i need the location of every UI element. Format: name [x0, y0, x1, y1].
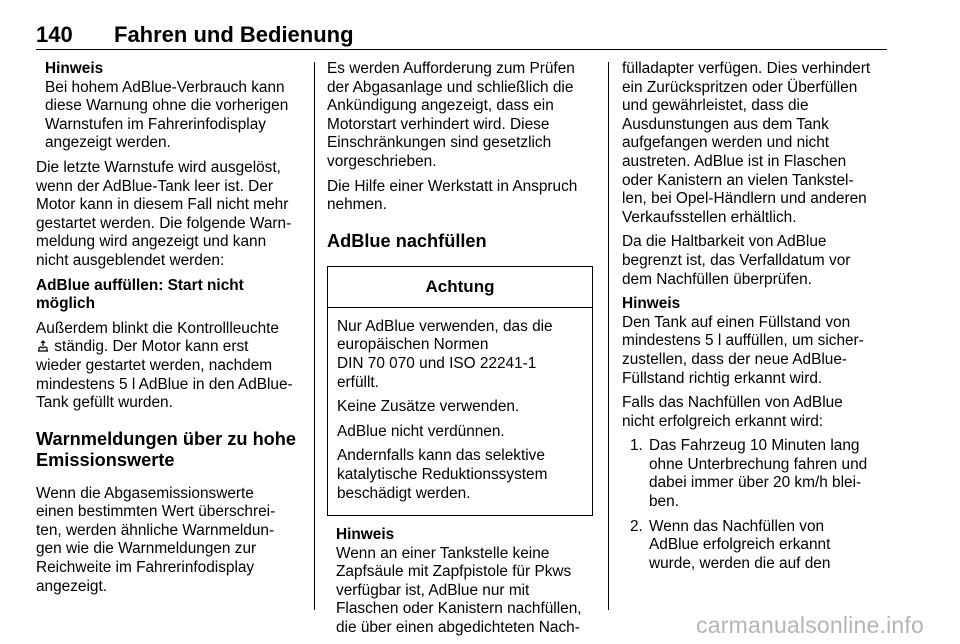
warning-paragraph: Keine Zusätze verwenden.	[337, 398, 520, 416]
note-box	[327, 526, 595, 638]
note-body: Wenn an einer Tankstelle keine Zapfsäule mit Zapfpistole für Pkws verfügbar ist, AdBlue nur mit Flaschen oder Kanistern nachfüllen, die über einen abgedichteten Nach-	[336, 544, 582, 637]
column-3	[622, 60, 890, 579]
paragraph	[36, 320, 304, 413]
note-title: Hinweis	[336, 526, 395, 544]
section-heading: AdBlue nachfüllen	[327, 230, 487, 251]
note-box	[36, 60, 304, 153]
warning-paragraph: Andernfalls kann das selektive katalytische Reduktionssystem beschädigt werden.	[337, 447, 548, 502]
paragraph: Da die Haltbarkeit von AdBlue begrenzt ist, das Verfalldatum vor dem Nachfüllen überprüfen.	[622, 233, 851, 288]
warning-title: Achtung	[328, 267, 592, 308]
column-divider	[314, 62, 315, 610]
section-heading: Warnmeldungen über zu hohe Emissionswerte	[36, 428, 297, 470]
paragraph: Die Hilfe einer Werkstatt in Anspruch nehmen.	[327, 177, 578, 214]
warning-paragraph: AdBlue nicht verdünnen.	[337, 422, 505, 440]
paragraph: Die letzte Warnstufe wird ausgelöst, wenn der AdBlue-Tank leer ist. Der Motor kann in diesem Fall nicht mehr gestartet werden. Die folgende Warn- meldung wird angezeigt und kann nicht ausgeblendet werden:	[36, 158, 292, 269]
list-text: Das Fahrzeug 10 Minuten lang ohne Unterbrechung fahren und dabei immer über 20 km/h blei- ben.	[649, 437, 868, 511]
numbered-list	[622, 437, 890, 573]
note-title: Hinweis	[622, 295, 681, 313]
paragraph: Falls das Nachfüllen von AdBlue nicht erfolgreich erkannt wird:	[622, 394, 843, 430]
note-body: Bei hohem AdBlue-Verbrauch kann diese Warnung ohne die vorherigen Warnstufen im Fahrerinfodisplay angezeigt werden.	[45, 78, 289, 152]
note-box	[622, 295, 890, 388]
list-text: Wenn das Nachfüllen von AdBlue erfolgreich erkannt wurde, werden die auf den	[649, 517, 831, 572]
column-divider	[608, 62, 609, 610]
page-title: Fahren und Bedienung	[114, 22, 354, 47]
paragraph-text: Außerdem blinkt die Kontrollleuchte	[36, 319, 279, 337]
page-header	[36, 22, 887, 52]
list-number: 1.	[630, 437, 643, 455]
watermark: carmanualsonline.info	[696, 612, 924, 638]
warning-body	[328, 308, 592, 515]
list-item	[622, 518, 890, 574]
paragraph-text: ständig. Der Motor kann erst wieder gestartet werden, nachdem mindestens 5 l AdBlue in den AdBlue- Tank gefüllt wurden.	[36, 338, 293, 412]
paragraph: Wenn die Abgasemissionswerte einen bestimmten Wert überschrei- ten, werden ähnliche Warnmeldun- gen wie die Warnmeldungen zur Reichweite im Fahrerinfodisplay angezeigt.	[36, 484, 276, 595]
warning-paragraph: Nur AdBlue verwenden, das die europäischen Normen DIN 70 070 und ISO 22241-1 erfüllt.	[337, 317, 553, 391]
paragraph: fülladapter verfügen. Dies verhindert ein Zurückspritzen oder Überfüllen und gewährleistet, dass die Ausdunstungen aus dem Tank aufgefangen werden und nicht austreten. AdBlue ist in Flaschen oder Kanistern an vielen Tankstel- len, bei Opel-Händlern und anderen Verkaufsstellen erhältlich.	[622, 60, 871, 226]
column-1	[36, 60, 304, 602]
column-2	[327, 60, 595, 644]
list-number: 2.	[630, 517, 643, 535]
warning-box	[327, 266, 593, 516]
page-number: 140	[36, 22, 73, 47]
list-item	[622, 437, 890, 511]
note-body: Den Tank auf einen Füllstand von mindestens 5 l auffüllen, um sicher- zustellen, dass der neue AdBlue- Füllstand richtig erkannt wird.	[622, 313, 864, 387]
emission-warning-icon	[36, 340, 50, 352]
paragraph: Es werden Aufforderung zum Prüfen der Abgasanlage und schließlich die Ankündigung angezeigt, dass ein Motorstart verhindert wird. Diese Einschränkungen sind gesetzlich vorgeschrieben.	[327, 60, 575, 170]
header-rule	[36, 49, 887, 50]
note-title: Hinweis	[45, 60, 104, 77]
warning-message-text: AdBlue auffüllen: Start nicht möglich	[36, 276, 244, 313]
